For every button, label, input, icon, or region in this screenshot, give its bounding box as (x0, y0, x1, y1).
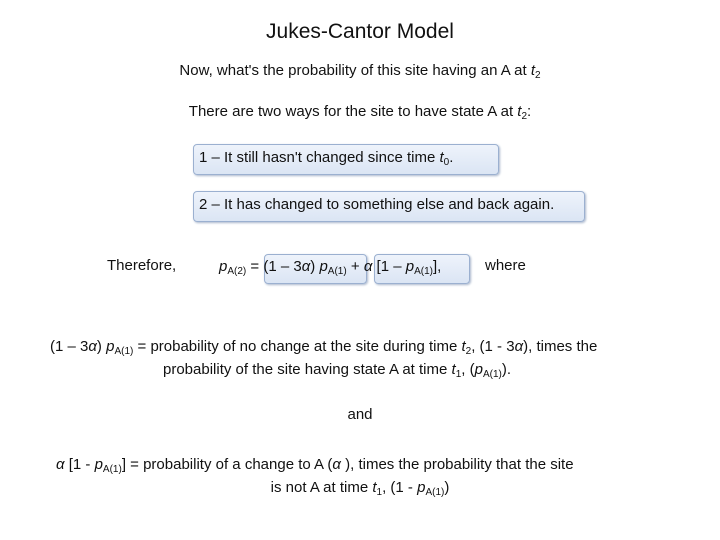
def1-line2 (163, 361, 511, 379)
ways-intro-end: : (527, 103, 532, 120)
def1-p: p (474, 361, 483, 378)
slide-title: Jukes-Cantor Model (266, 20, 454, 43)
def2-p: p (94, 456, 103, 473)
way2-line: 2 – It has changed to something else and back again. (199, 196, 555, 213)
def1-lhs-open: (1 – 3 (50, 338, 89, 355)
way1-line (199, 149, 453, 167)
and-label: and (347, 406, 373, 423)
def2-lhs-open: [1 - (64, 456, 95, 473)
where-label: where (485, 257, 526, 274)
question-text: Now, what's the probability of this site having an A at (179, 62, 531, 79)
def2-line2-mid: , (1 - (382, 479, 418, 496)
way1-text: 1 – It still hasn't changed since time (199, 149, 440, 166)
def2-line2-text: is not A at time (270, 479, 373, 496)
way1-end: . (449, 149, 454, 166)
time-sub: 0 (443, 157, 450, 168)
eq-term2-close: ], (432, 258, 442, 275)
time-var: t (372, 479, 377, 496)
ways-intro-line (0, 103, 720, 121)
def1-rhs-b: , (1 - 3 (471, 338, 515, 355)
time-sub: 2 (465, 346, 472, 357)
alpha-symbol: α (332, 456, 341, 473)
time-var: t (451, 361, 456, 378)
eq-equals: = (246, 258, 264, 275)
ways-intro-text: There are two ways for the site to have state A at (188, 103, 518, 120)
eq-sub: A(1) (414, 266, 433, 277)
eq-lhs-p: p (219, 258, 228, 275)
def2-line2-end: ) (444, 479, 450, 496)
time-sub: 2 (521, 111, 528, 122)
time-var: t (461, 338, 466, 355)
time-sub: 1 (455, 369, 462, 380)
def2-p: p (417, 479, 426, 496)
def1-line2-text: probability of the site having state A at time (163, 361, 452, 378)
eq-sub: A(1) (327, 266, 347, 277)
def2-line1 (56, 456, 574, 474)
def1-line1 (50, 338, 597, 356)
def2-rhs: = probability of a change to A ( (126, 456, 333, 473)
time-var: t (439, 149, 444, 166)
eq-term2-open: [1 – (372, 258, 406, 275)
def1-sub: A(1) (114, 346, 134, 357)
def2-sub: A(1) (425, 487, 445, 498)
time-sub: 1 (376, 487, 383, 498)
therefore-label: Therefore, (107, 257, 177, 274)
eq-p: p (405, 258, 415, 275)
eq-term1-open: (1 – 3 (263, 258, 302, 275)
def1-line2-mid: , ( (461, 361, 475, 378)
eq-plus: + (346, 258, 364, 275)
def1-rhs-c: ), times the (523, 338, 598, 355)
eq-lhs-sub: A(2) (227, 266, 247, 277)
time-sub: 2 (535, 70, 541, 81)
time-var: t (517, 103, 522, 120)
alpha-symbol: α (514, 338, 524, 355)
question-line (0, 62, 720, 80)
eq-term1-close: ) (310, 258, 320, 275)
def2-lhs-close: ] (121, 456, 126, 473)
alpha-symbol: α (301, 258, 311, 275)
equation (219, 258, 441, 276)
time-var: t (530, 62, 535, 79)
def1-rhs: = probability of no change at the site during time (133, 338, 462, 355)
def1-p: p (106, 338, 115, 355)
def1-lhs-close: ) (96, 338, 107, 355)
alpha-symbol: α (363, 258, 373, 275)
alpha-symbol: α (56, 456, 65, 473)
def2-sub: A(1) (102, 464, 122, 475)
def1-line2-end: ). (501, 361, 512, 378)
alpha-symbol: α (88, 338, 97, 355)
def1-sub: A(1) (482, 369, 502, 380)
def2-line2 (0, 479, 720, 497)
def2-rhs-b: ), times the probability that the site (340, 456, 574, 473)
eq-p: p (319, 258, 328, 275)
